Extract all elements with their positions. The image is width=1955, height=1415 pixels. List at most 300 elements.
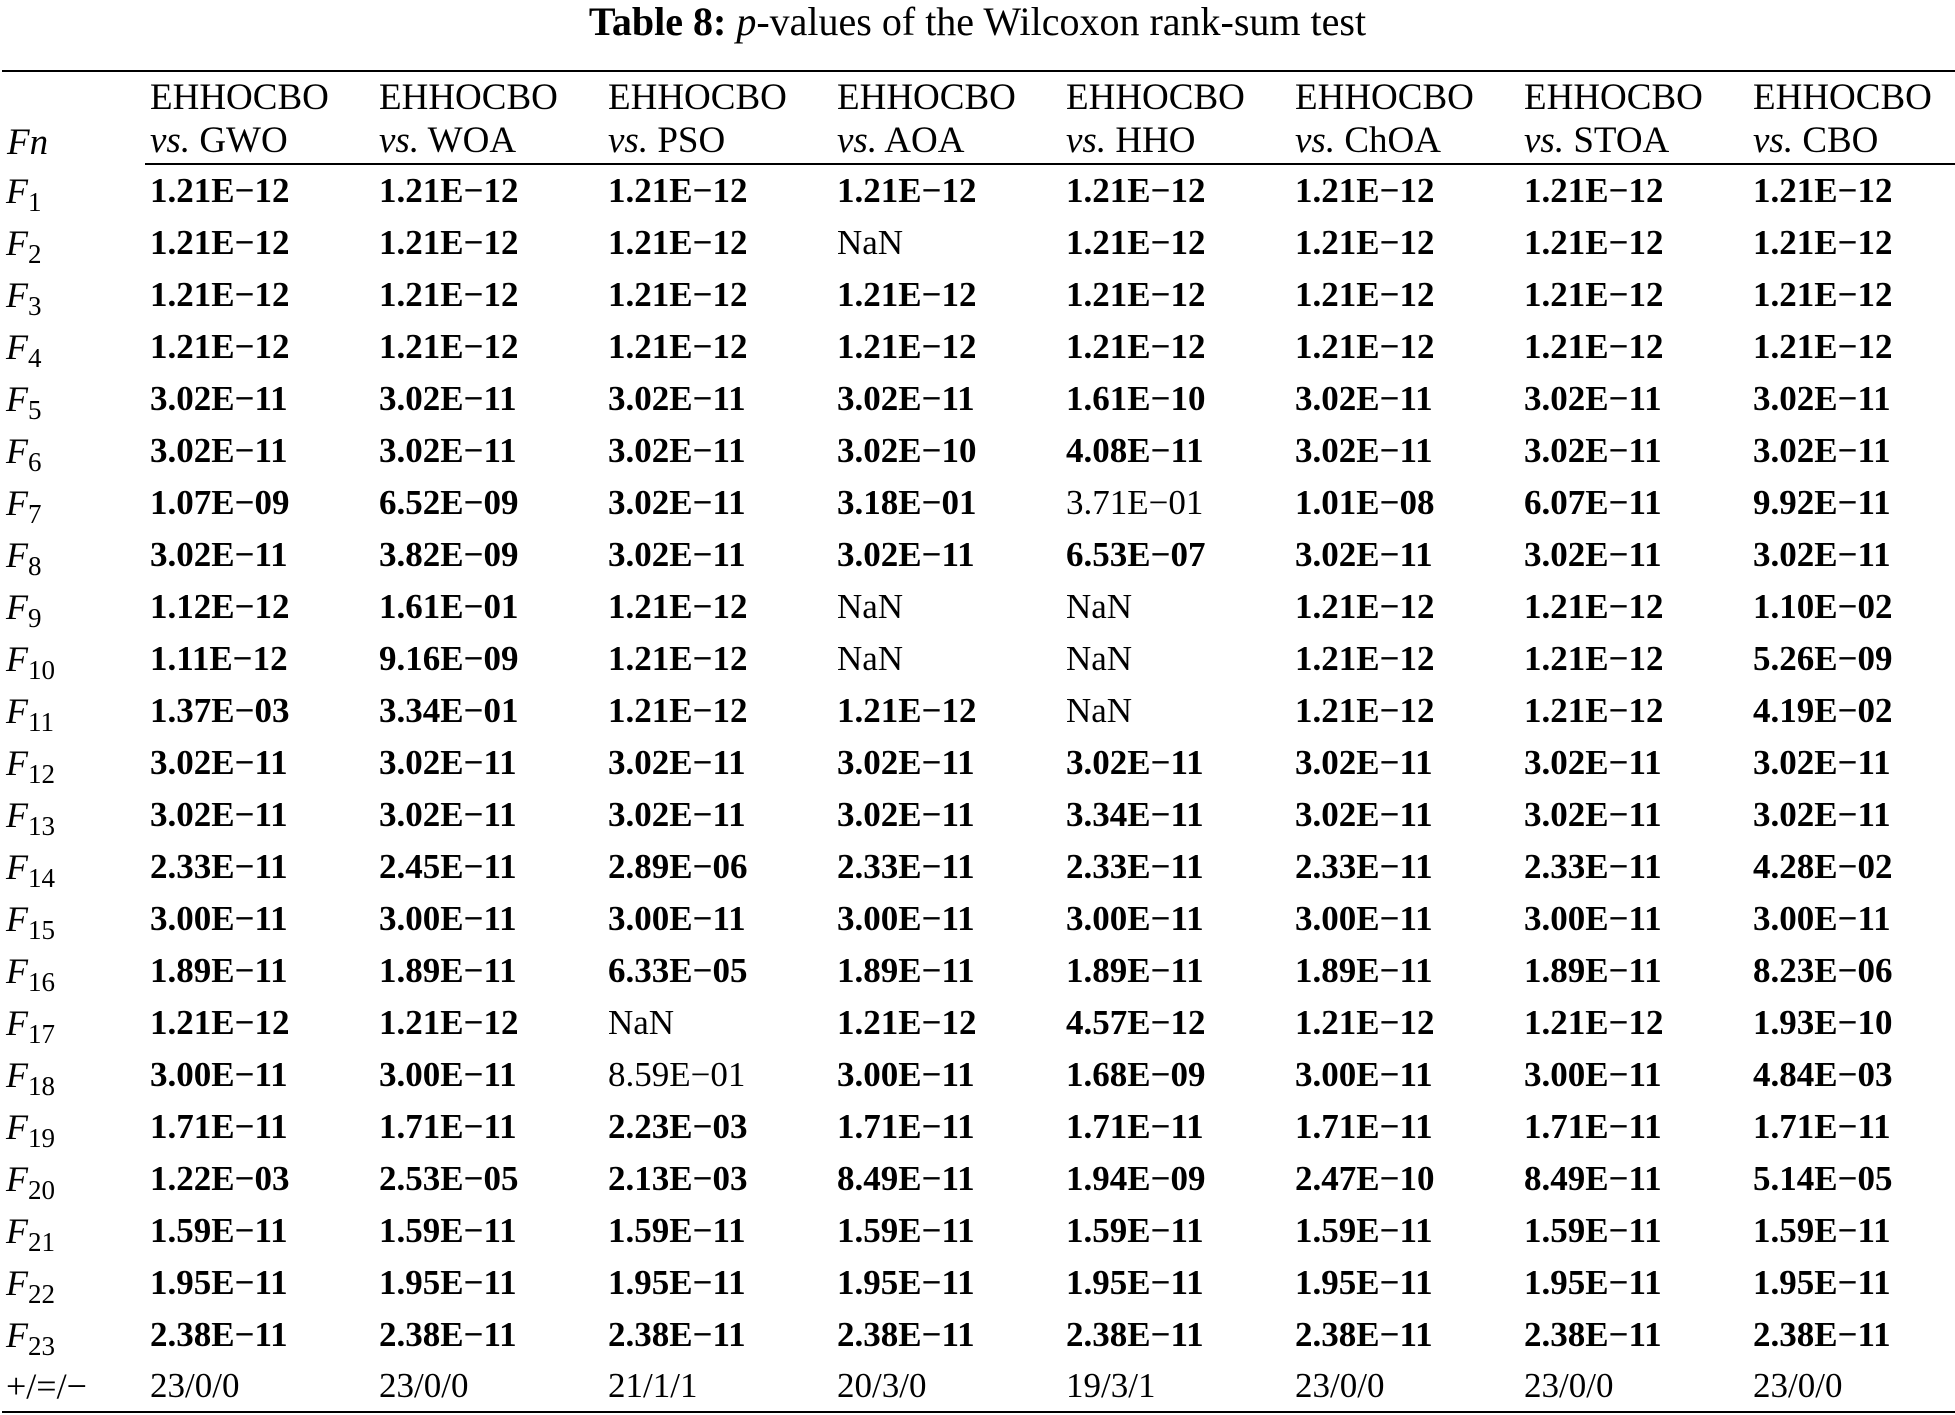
p-value-cell: 8.49E−11 — [837, 1159, 975, 1198]
p-value-cell: 1.68E−09 — [1066, 1055, 1206, 1094]
p-value-cell: 1.21E−12 — [837, 1003, 977, 1042]
function-letter: F — [6, 483, 28, 523]
p-value-cell: 1.71E−11 — [837, 1107, 975, 1146]
function-index: 15 — [28, 915, 55, 945]
function-index: 2 — [28, 239, 42, 269]
table-row — [2, 633, 1955, 685]
p-value-cell: NaN — [837, 639, 904, 678]
column-header-line2 — [1290, 119, 1519, 164]
table-row — [2, 893, 1955, 945]
p-value-cell: 3.02E−11 — [379, 795, 517, 834]
p-value-cell: NaN — [837, 223, 904, 262]
column-header-line1: EHHOCBO — [832, 71, 1061, 119]
summary-cell: 23/0/0 — [1748, 1361, 1955, 1412]
p-value-cell: 1.21E−12 — [608, 327, 748, 366]
column-header-line1: EHHOCBO — [603, 71, 832, 119]
p-value-cell: 3.02E−11 — [1295, 379, 1433, 418]
p-value-cell: 2.38E−11 — [837, 1315, 975, 1354]
p-value-cell: 3.02E−11 — [1753, 379, 1891, 418]
p-value-cell: NaN — [608, 1003, 675, 1042]
p-value-cell: 1.21E−12 — [1524, 275, 1664, 314]
p-value-cell: 3.02E−11 — [1753, 535, 1891, 574]
p-value-cell: 1.59E−11 — [608, 1211, 746, 1250]
table-row — [2, 321, 1955, 373]
p-value-cell: 1.95E−11 — [1066, 1263, 1204, 1302]
p-value-cell: 2.33E−11 — [150, 847, 288, 886]
p-value-cell: 3.02E−11 — [1295, 743, 1433, 782]
p-value-cell: 3.00E−11 — [837, 899, 975, 938]
column-header-line2 — [1061, 119, 1290, 164]
p-value-cell: 1.12E−12 — [150, 587, 290, 626]
function-index: 20 — [28, 1175, 55, 1205]
function-label — [2, 217, 145, 269]
p-value-cell: 1.21E−12 — [379, 223, 519, 262]
p-value-cell: 5.26E−09 — [1753, 639, 1893, 678]
p-value-cell: 1.21E−12 — [1753, 223, 1893, 262]
p-value-cell: 1.21E−12 — [150, 223, 290, 262]
table-row — [2, 477, 1955, 529]
p-value-cell: 3.02E−10 — [837, 431, 977, 470]
function-index: 5 — [28, 395, 42, 425]
summary-label: +/=/− — [2, 1361, 145, 1412]
p-value-cell: 2.45E−11 — [379, 847, 517, 886]
p-value-cell: 1.95E−11 — [150, 1263, 288, 1302]
p-value-cell: 2.38E−11 — [1295, 1315, 1433, 1354]
p-value-cell: 3.02E−11 — [379, 379, 517, 418]
table-row — [2, 685, 1955, 737]
p-value-cell: 1.89E−11 — [837, 951, 975, 990]
function-letter: F — [6, 587, 28, 627]
function-label — [2, 893, 145, 945]
table-row — [2, 1205, 1955, 1257]
function-letter: F — [6, 1159, 28, 1199]
function-index: 16 — [28, 967, 55, 997]
p-value-cell: NaN — [1066, 691, 1133, 730]
p-value-cell: 3.02E−11 — [837, 743, 975, 782]
table-row — [2, 217, 1955, 269]
p-value-cell: 3.02E−11 — [1753, 743, 1891, 782]
p-value-cell: 1.21E−12 — [1066, 327, 1206, 366]
table-row — [2, 1049, 1955, 1101]
p-value-cell: 4.57E−12 — [1066, 1003, 1206, 1042]
p-value-cell: 3.02E−11 — [379, 431, 517, 470]
p-value-cell: 4.08E−11 — [1066, 431, 1204, 470]
function-letter: F — [6, 951, 28, 991]
p-value-cell: 3.82E−09 — [379, 535, 519, 574]
table-row — [2, 737, 1955, 789]
function-letter: F — [6, 899, 28, 939]
p-value-cell: 1.21E−12 — [608, 275, 748, 314]
table-footer — [2, 1361, 1955, 1412]
summary-cell: 23/0/0 — [1519, 1361, 1748, 1412]
summary-row — [2, 1361, 1955, 1412]
p-value-cell: 1.11E−12 — [150, 639, 288, 678]
p-value-cell: 3.00E−11 — [1295, 1055, 1433, 1094]
p-value-cell: 1.37E−03 — [150, 691, 290, 730]
wilcoxon-table — [2, 70, 1955, 1413]
p-value-cell: 3.02E−11 — [608, 483, 746, 522]
p-value-cell: 1.21E−12 — [1295, 223, 1435, 262]
p-value-cell: 3.02E−11 — [1524, 743, 1662, 782]
p-value-cell: 1.21E−12 — [608, 223, 748, 262]
p-value-cell: 2.33E−11 — [837, 847, 975, 886]
function-letter: F — [6, 170, 28, 211]
function-letter: F — [6, 1003, 28, 1043]
table-row — [2, 1101, 1955, 1153]
p-value-cell: 2.33E−11 — [1066, 847, 1204, 886]
p-value-cell: 3.00E−11 — [1524, 1055, 1662, 1094]
column-header-line1: EHHOCBO — [374, 71, 603, 119]
p-value-cell: 3.02E−11 — [1524, 431, 1662, 470]
function-label — [2, 1257, 145, 1309]
function-label — [2, 321, 145, 373]
opponent-name: ChOA — [1344, 120, 1441, 161]
function-letter: F — [6, 223, 28, 263]
p-value-cell: 9.16E−09 — [379, 639, 519, 678]
function-index: 1 — [28, 186, 42, 217]
table-row — [2, 164, 1955, 217]
p-value-cell: 1.71E−11 — [1295, 1107, 1433, 1146]
p-value-cell: 1.21E−12 — [1295, 587, 1435, 626]
function-label — [2, 737, 145, 789]
p-value-cell: 1.95E−11 — [1295, 1263, 1433, 1302]
function-label — [2, 1101, 145, 1153]
p-value-cell: 1.21E−12 — [1524, 1003, 1664, 1042]
p-value-cell: 1.21E−12 — [1753, 275, 1893, 314]
p-value-cell: 2.47E−10 — [1295, 1159, 1435, 1198]
column-header-line2 — [603, 119, 832, 164]
summary-cell: 23/0/0 — [145, 1361, 374, 1412]
function-index: 3 — [28, 291, 42, 321]
p-value-cell: 1.95E−11 — [1753, 1263, 1891, 1302]
p-value-cell: 1.21E−12 — [1295, 1003, 1435, 1042]
p-value-cell: 1.21E−12 — [379, 275, 519, 314]
function-label — [2, 789, 145, 841]
p-value-cell: 1.61E−01 — [379, 587, 519, 626]
table-row — [2, 1257, 1955, 1309]
p-value-cell: 1.21E−12 — [150, 275, 290, 314]
caption-label: Table 8: — [588, 0, 727, 44]
p-value-cell: 8.49E−11 — [1524, 1159, 1662, 1198]
opponent-name: WOA — [427, 120, 517, 161]
function-index: 4 — [28, 343, 42, 373]
table-row — [2, 1309, 1955, 1361]
table-row — [2, 1153, 1955, 1205]
p-value-cell: 1.94E−09 — [1066, 1159, 1206, 1198]
p-value-cell: 1.21E−12 — [1524, 639, 1664, 678]
p-value-cell: 2.38E−11 — [1524, 1315, 1662, 1354]
opponent-name: STOA — [1573, 120, 1670, 161]
p-value-cell: 1.89E−11 — [1066, 951, 1204, 990]
p-value-cell: NaN — [1066, 639, 1133, 678]
p-value-cell: 3.02E−11 — [150, 743, 288, 782]
p-value-cell: 3.02E−11 — [1295, 795, 1433, 834]
p-value-cell: 1.59E−11 — [1295, 1211, 1433, 1250]
function-index: 18 — [28, 1071, 55, 1101]
table-row — [2, 997, 1955, 1049]
p-value-cell: 3.02E−11 — [150, 535, 288, 574]
p-value-cell: 3.02E−11 — [608, 431, 746, 470]
function-index: 13 — [28, 811, 55, 841]
p-value-cell: 3.02E−11 — [1524, 795, 1662, 834]
column-header-line2 — [374, 119, 603, 164]
opponent-name: HHO — [1115, 120, 1196, 161]
summary-cell: 23/0/0 — [374, 1361, 603, 1412]
p-value-cell: 1.21E−12 — [379, 1003, 519, 1042]
p-value-cell: 3.02E−11 — [1524, 535, 1662, 574]
p-value-cell: 3.02E−11 — [1066, 743, 1204, 782]
p-value-cell: 1.22E−03 — [150, 1159, 290, 1198]
p-value-cell: 3.00E−11 — [1753, 899, 1891, 938]
p-value-cell: 3.00E−11 — [379, 899, 517, 938]
p-value-cell: 3.71E−01 — [1066, 483, 1204, 522]
p-value-cell: 1.21E−12 — [379, 327, 519, 366]
column-header-line1: EHHOCBO — [1748, 71, 1955, 119]
p-value-cell: 1.95E−11 — [608, 1263, 746, 1302]
table-row — [2, 841, 1955, 893]
p-value-cell: 8.23E−06 — [1753, 951, 1893, 990]
p-value-cell: 1.21E−12 — [837, 171, 977, 210]
function-label — [2, 269, 145, 321]
p-value-cell: 3.00E−11 — [837, 1055, 975, 1094]
caption-text: -values of the Wilcoxon rank-sum test — [756, 0, 1367, 44]
function-index: 10 — [28, 655, 55, 685]
function-label — [2, 1205, 145, 1257]
p-value-cell: 1.89E−11 — [379, 951, 517, 990]
vs-label: vs. — [837, 120, 878, 161]
p-value-cell: 6.33E−05 — [608, 951, 748, 990]
p-value-cell: 1.01E−08 — [1295, 483, 1435, 522]
column-header-line1: EHHOCBO — [1061, 71, 1290, 119]
opponent-name: GWO — [199, 120, 288, 161]
column-header-line2 — [1748, 119, 1955, 164]
p-value-cell: NaN — [837, 587, 904, 626]
function-letter: F — [6, 1315, 28, 1355]
function-letter: F — [6, 379, 28, 419]
p-value-cell: 3.34E−11 — [1066, 795, 1204, 834]
p-value-cell: 3.00E−11 — [1066, 899, 1204, 938]
p-value-cell: 3.02E−11 — [150, 379, 288, 418]
function-label — [2, 477, 145, 529]
opponent-name: CBO — [1802, 120, 1879, 161]
opponent-name: AOA — [884, 120, 965, 161]
vs-label: vs. — [1295, 120, 1336, 161]
function-index: 17 — [28, 1019, 55, 1049]
function-label — [2, 1153, 145, 1205]
p-value-cell: 1.21E−12 — [837, 327, 977, 366]
function-letter: F — [6, 535, 28, 575]
p-value-cell: 1.59E−11 — [837, 1211, 975, 1250]
p-value-cell: 3.02E−11 — [379, 743, 517, 782]
p-value-cell: 3.00E−11 — [150, 899, 288, 938]
summary-cell: 19/3/1 — [1061, 1361, 1290, 1412]
function-index: 21 — [28, 1227, 55, 1257]
p-value-cell: 3.18E−01 — [837, 483, 977, 522]
function-label — [2, 841, 145, 893]
function-index: 9 — [28, 603, 42, 633]
p-value-cell: 3.02E−11 — [1295, 535, 1433, 574]
p-value-cell: 1.71E−11 — [1753, 1107, 1891, 1146]
p-value-cell: 6.52E−09 — [379, 483, 519, 522]
function-index: 22 — [28, 1279, 55, 1309]
p-value-cell: 1.95E−11 — [1524, 1263, 1662, 1302]
p-value-cell: 3.02E−11 — [837, 535, 975, 574]
function-index: 23 — [28, 1331, 55, 1361]
function-label — [2, 633, 145, 685]
p-value-cell: 1.21E−12 — [1524, 327, 1664, 366]
function-label — [2, 581, 145, 633]
p-value-cell: 4.19E−02 — [1753, 691, 1893, 730]
column-header-line1: EHHOCBO — [1290, 71, 1519, 119]
p-value-cell: 3.02E−11 — [1753, 795, 1891, 834]
column-header-line1: EHHOCBO — [1519, 71, 1748, 119]
function-letter: F — [6, 327, 28, 367]
fn-header-sub: n — [29, 122, 49, 163]
function-label — [2, 1049, 145, 1101]
function-label — [2, 945, 145, 997]
p-value-cell: 1.21E−12 — [1295, 639, 1435, 678]
function-index: 19 — [28, 1123, 55, 1153]
p-value-cell: 2.33E−11 — [1295, 847, 1433, 886]
column-header-line2 — [832, 119, 1061, 164]
function-letter: F — [6, 431, 28, 471]
p-value-cell: 1.21E−12 — [1066, 171, 1206, 210]
summary-cell: 20/3/0 — [832, 1361, 1061, 1412]
table-row — [2, 581, 1955, 633]
function-letter: F — [6, 795, 28, 835]
opponent-name: PSO — [657, 120, 726, 161]
function-letter: F — [6, 847, 28, 887]
vs-label: vs. — [379, 120, 420, 161]
p-value-cell: 3.02E−11 — [150, 795, 288, 834]
p-value-cell: 1.21E−12 — [1753, 171, 1893, 210]
p-value-cell: 1.10E−02 — [1753, 587, 1893, 626]
p-value-cell: 1.59E−11 — [1066, 1211, 1204, 1250]
p-value-cell: 8.59E−01 — [608, 1055, 746, 1094]
p-value-cell: 3.02E−11 — [608, 743, 746, 782]
function-letter: F — [6, 275, 28, 315]
p-value-cell: 1.59E−11 — [1753, 1211, 1891, 1250]
p-value-cell: 6.53E−07 — [1066, 535, 1206, 574]
p-value-cell: 3.00E−11 — [608, 899, 746, 938]
p-value-cell: 1.59E−11 — [150, 1211, 288, 1250]
p-value-cell: 1.71E−11 — [379, 1107, 517, 1146]
table-header — [2, 71, 1955, 164]
function-index: 14 — [28, 863, 55, 893]
p-value-cell: 3.02E−11 — [608, 379, 746, 418]
function-label — [2, 685, 145, 737]
p-value-cell: 3.02E−11 — [150, 431, 288, 470]
p-value-cell: 1.21E−12 — [837, 275, 977, 314]
function-letter: F — [6, 743, 28, 783]
p-value-cell: 5.14E−05 — [1753, 1159, 1893, 1198]
p-value-cell: 1.07E−09 — [150, 483, 290, 522]
function-letter: F — [6, 1055, 28, 1095]
p-value-cell: 4.28E−02 — [1753, 847, 1893, 886]
fn-column-header — [2, 71, 145, 164]
p-value-cell: 1.95E−11 — [837, 1263, 975, 1302]
p-value-cell: 1.21E−12 — [150, 171, 290, 210]
p-value-cell: 1.59E−11 — [1524, 1211, 1662, 1250]
table-row — [2, 425, 1955, 477]
vs-label: vs. — [1066, 120, 1107, 161]
p-value-cell: 1.21E−12 — [1753, 327, 1893, 366]
function-index: 6 — [28, 447, 42, 477]
p-value-cell: NaN — [1066, 587, 1133, 626]
column-header-line2 — [145, 119, 374, 164]
p-value-cell: 1.21E−12 — [150, 327, 290, 366]
function-index: 8 — [28, 551, 42, 581]
caption-p-symbol: p — [736, 0, 757, 44]
p-value-cell: 1.71E−11 — [1066, 1107, 1204, 1146]
function-label — [2, 164, 145, 217]
summary-cell: 21/1/1 — [603, 1361, 832, 1412]
function-label — [2, 373, 145, 425]
table-row — [2, 789, 1955, 841]
function-letter: F — [6, 691, 28, 731]
function-label — [2, 1309, 145, 1361]
p-value-cell: 9.92E−11 — [1753, 483, 1891, 522]
p-value-cell: 3.02E−11 — [1295, 431, 1433, 470]
p-value-cell: 1.21E−12 — [1295, 327, 1435, 366]
p-value-cell: 1.21E−12 — [1524, 587, 1664, 626]
p-value-cell: 1.21E−12 — [608, 639, 748, 678]
p-value-cell: 3.34E−01 — [379, 691, 519, 730]
p-value-cell: 1.71E−11 — [150, 1107, 288, 1146]
p-value-cell: 1.71E−11 — [1524, 1107, 1662, 1146]
vs-label: vs. — [1753, 120, 1794, 161]
p-value-cell: 2.38E−11 — [150, 1315, 288, 1354]
p-value-cell: 1.21E−12 — [608, 691, 748, 730]
table-row — [2, 945, 1955, 997]
p-value-cell: 3.00E−11 — [1295, 899, 1433, 938]
p-value-cell: 1.21E−12 — [150, 1003, 290, 1042]
p-value-cell: 1.21E−12 — [1524, 691, 1664, 730]
p-value-cell: 2.13E−03 — [608, 1159, 748, 1198]
p-value-cell: 3.02E−11 — [1753, 431, 1891, 470]
table-body — [2, 164, 1955, 1361]
p-value-cell: 1.21E−12 — [837, 691, 977, 730]
vs-label: vs. — [608, 120, 649, 161]
vs-label: vs. — [1524, 120, 1565, 161]
p-value-cell: 1.21E−12 — [1066, 275, 1206, 314]
p-value-cell: 1.89E−11 — [150, 951, 288, 990]
vs-label: vs. — [150, 120, 191, 161]
fn-header-letter: F — [7, 122, 30, 163]
table-caption — [0, 0, 1955, 44]
p-value-cell: 1.59E−11 — [379, 1211, 517, 1250]
p-value-cell: 1.21E−12 — [1295, 691, 1435, 730]
p-value-cell: 1.21E−12 — [1066, 223, 1206, 262]
function-label — [2, 529, 145, 581]
p-value-cell: 1.93E−10 — [1753, 1003, 1893, 1042]
p-value-cell: 2.33E−11 — [1524, 847, 1662, 886]
summary-cell: 23/0/0 — [1290, 1361, 1519, 1412]
p-value-cell: 1.89E−11 — [1524, 951, 1662, 990]
function-index: 11 — [28, 707, 54, 737]
p-value-cell: 2.38E−11 — [379, 1315, 517, 1354]
p-value-cell: 6.07E−11 — [1524, 483, 1662, 522]
p-value-cell: 2.23E−03 — [608, 1107, 748, 1146]
p-value-cell: 3.02E−11 — [608, 535, 746, 574]
p-value-cell: 1.21E−12 — [1295, 275, 1435, 314]
p-value-cell: 4.84E−03 — [1753, 1055, 1893, 1094]
function-index: 7 — [28, 499, 42, 529]
p-value-cell: 1.21E−12 — [608, 171, 748, 210]
function-letter: F — [6, 1211, 28, 1251]
p-value-cell: 1.61E−10 — [1066, 379, 1206, 418]
function-label — [2, 425, 145, 477]
